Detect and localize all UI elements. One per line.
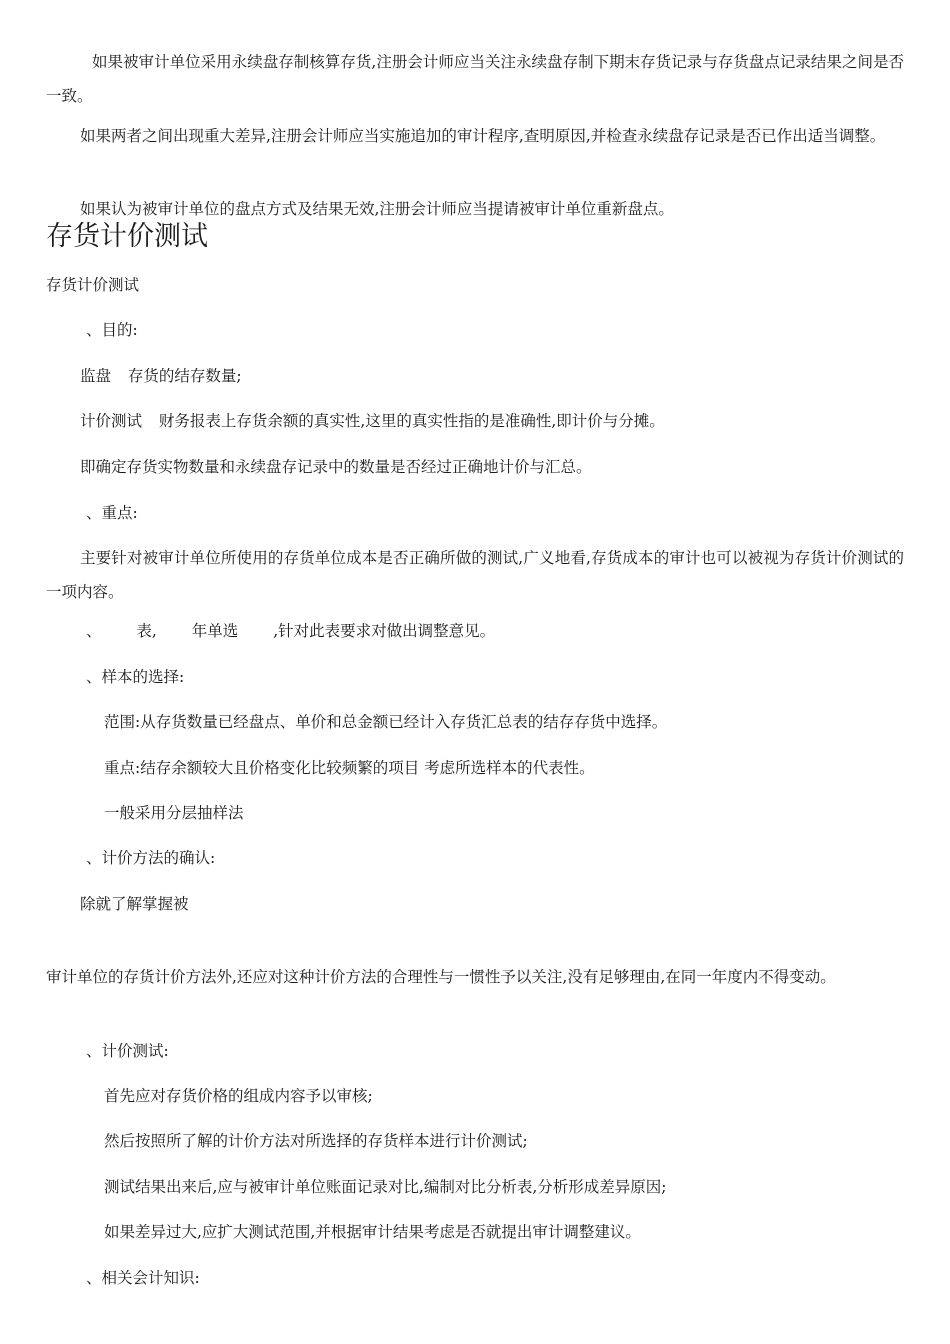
page-title: 存货计价测试 — [46, 221, 208, 252]
item-valuation-testing: 、计价测试: — [86, 1042, 169, 1060]
item-table-line: 、 表, 年单选 ,针对此表要求对做出调整意见。 — [86, 622, 496, 640]
item-stratified-sampling: 一般采用分层抽样法 — [104, 804, 244, 822]
item-monitor-quantity: 监盘 存货的结存数量; — [80, 367, 242, 385]
item-sample-emphasis: 重点:结存余额较大且价格变化比较频繁的项目 考虑所选样本的代表性。 — [104, 759, 595, 777]
paragraph-focus-text: 主要针对被审计单位所使用的存货单位成本是否正确所做的测试,广义地看,存货成本的审计也可以被视为存货计价测试的一项内容。 — [46, 549, 904, 601]
item-related-accounting: 、相关会计知识: — [86, 1269, 200, 1287]
paragraph-material-difference: 如果两者之间出现重大差异,注册会计师应当实施追加的审计程序,查明原因,并检查永续盘存记录是否已作出适当调整。 — [80, 127, 886, 145]
item-step-1: 首先应对存货价格的组成内容予以审核; — [104, 1087, 373, 1105]
item-step-3: 测试结果出来后,应与被审计单位账面记录对比,编制对比分析表,分析形成差异原因; — [104, 1178, 667, 1196]
item-valuation-method-confirm: 、计价方法的确认: — [86, 849, 216, 867]
item-sample-selection: 、样本的选择: — [86, 668, 185, 686]
item-purpose: 、目的: — [86, 321, 138, 339]
section-subheading: 存货计价测试 — [46, 276, 140, 294]
paragraph-perpetual-inventory: 如果被审计单位采用永续盘存制核算存货,注册会计师应当关注永续盘存制下期末存货记录与存货盘点记录结果之间是否一致。 — [46, 53, 904, 105]
item-valuation-test: 计价测试 财务报表上存货余额的真实性,这里的真实性指的是准确性,即计价与分摊。 — [80, 412, 665, 430]
paragraph-recount: 如果认为被审计单位的盘点方式及结果无效,注册会计师应当提请被审计单位重新盘点。 — [80, 200, 674, 218]
item-besides-understanding: 除就了解掌握被 — [80, 895, 189, 913]
item-confirm-quantity: 即确定存货实物数量和永续盘存记录中的数量是否经过正确地计价与汇总。 — [80, 458, 592, 476]
item-focus: 、重点: — [86, 504, 138, 522]
paragraph-method-consistency: 审计单位的存货计价方法外,还应对这种计价方法的合理性与一惯性予以关注,没有足够理由,在同一年度内不得变动。 — [46, 968, 836, 986]
item-step-4: 如果差异过大,应扩大测试范围,并根据审计结果考虑是否就提出审计调整建议。 — [104, 1223, 641, 1241]
item-step-2: 然后按照所了解的计价方法对所选择的存货样本进行计价测试; — [104, 1132, 528, 1150]
item-sample-scope: 范围:从存货数量已经盘点、单价和总金额已经计入存货汇总表的结存存货中选择。 — [104, 713, 668, 731]
